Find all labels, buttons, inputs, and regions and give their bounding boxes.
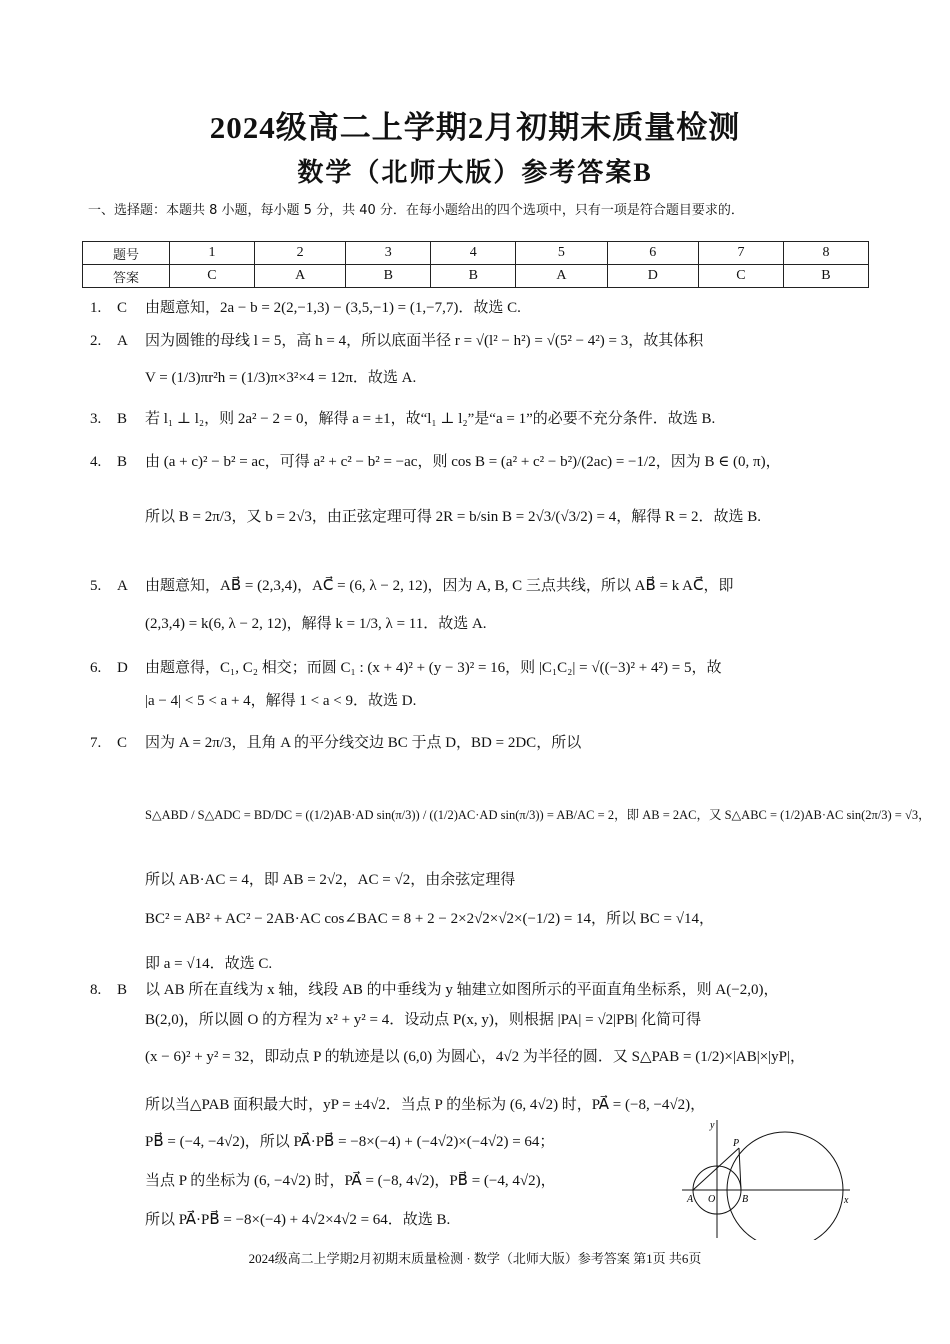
- page-subtitle: 数学（北师大版）参考答案B: [297, 158, 653, 187]
- answer-cell: A: [516, 265, 607, 288]
- solution-line: 由题意得，C₁, C₂ 相交；而圆 C₁ : (x + 4)² + (y − 3)² = 16，则 |C₁C₂| = √((−3)² + 4²) = 5，故: [145, 660, 722, 676]
- solution-line: S△ABD / S△ADC = BD/DC = ((1/2)AB·AD sin(π/3)) / ((1/2)AC·AD sin(π/3)) = AB/AC = 2，即 AB = 2AC，又 S△ABC = (1/2)AB·AC sin(2π/3) = √3，: [145, 808, 931, 822]
- solution-number: 8.: [90, 982, 102, 998]
- section-heading: 一、选择题：本题共 8 小题，每小题 5 分，共 40 分．在每小题给出的四个选项中，只有一项是符合题目要求的．: [88, 203, 744, 218]
- solution-answer: B: [117, 411, 128, 427]
- answer-cell: B: [346, 265, 431, 288]
- point-p-label: P: [733, 1138, 740, 1149]
- solution-answer: C: [117, 735, 128, 751]
- answer-table-number-row: [83, 242, 869, 265]
- page-footer: 2024级高二上学期2月初期末质量检测 · 数学（北师大版）参考答案 第1页 共6页: [248, 1251, 702, 1266]
- answer-table-row-label: 题号: [83, 242, 170, 265]
- answer-table: [82, 241, 869, 288]
- solution-line: 当点 P 的坐标为 (6, −4√2) 时，PA⃗ = (−8, 4√2)，PB⃗ = (−4, 4√2)，: [145, 1173, 556, 1189]
- x-axis-label: x: [844, 1195, 849, 1206]
- solution-line: PB⃗ = (−4, −4√2)，所以 PA⃗·PB⃗ = −8×(−4) + (−4√2)×(−4√2) = 64；: [145, 1134, 555, 1150]
- answer-table-row-label: 答案: [83, 265, 170, 288]
- question-number-cell: 5: [516, 242, 607, 265]
- solution-number: 4.: [90, 454, 102, 470]
- question-number-cell: 4: [431, 242, 516, 265]
- y-axis-label: y: [710, 1120, 715, 1131]
- solution-line: 所以 AB·AC = 4，即 AB = 2√2，AC = √2，由余弦定理得: [145, 872, 516, 888]
- answer-cell: C: [698, 265, 783, 288]
- solution-line: V = (1/3)πr²h = (1/3)π×3²×4 = 12π．故选 A.: [145, 370, 417, 386]
- question-number-cell: 6: [607, 242, 698, 265]
- solution-line: 由题意知，2a − b = 2(2,−1,3) − (3,5,−1) = (1,−7,7)．故选 C.: [145, 300, 521, 316]
- point-o-label: O: [708, 1194, 716, 1205]
- question-number-cell: 8: [783, 242, 868, 265]
- answer-cell: B: [431, 265, 516, 288]
- solution-line: 因为圆锥的母线 l = 5，高 h = 4，所以底面半径 r = √(l² − h²) = √(5² − 4²) = 3，故其体积: [145, 333, 704, 349]
- solution-line: BC² = AB² + AC² − 2AB·AC cos∠BAC = 8 + 2 − 2×2√2×√2×(−1/2) = 14，所以 BC = √14，: [145, 911, 714, 927]
- question-number-cell: 1: [170, 242, 255, 265]
- solution-line: |a − 4| < 5 < a + 4，解得 1 < a < 9．故选 D.: [145, 693, 417, 709]
- question-number-cell: 3: [346, 242, 431, 265]
- solution-line: 以 AB 所在直线为 x 轴，线段 AB 的中垂线为 y 轴建立如图所示的平面直角坐标系，则 A(−2,0)，: [145, 982, 779, 998]
- answer-table-answer-row: [83, 265, 869, 288]
- point-a-label: A: [687, 1194, 694, 1205]
- solution-number: 2.: [90, 333, 102, 349]
- answer-cell: C: [170, 265, 255, 288]
- solution-line: 所以当△PAB 面积最大时，yP = ±4√2．当点 P 的坐标为 (6, 4√2) 时，PA⃗ = (−8, −4√2)，: [145, 1097, 706, 1113]
- solution-line: (x − 6)² + y² = 32，即动点 P 的轨迹是以 (6,0) 为圆心，4√2 为半径的圆．又 S△PAB = (1/2)×|AB|×|yP|，: [145, 1049, 806, 1065]
- point-b-label: B: [742, 1194, 749, 1205]
- question-number-cell: 7: [698, 242, 783, 265]
- solution-line: 由题意知，AB⃗ = (2,3,4)，AC⃗ = (6, λ − 2, 12)，因为 A, B, C 三点共线，所以 AB⃗ = k AC⃗，即: [145, 578, 734, 594]
- segment-pa: [693, 1148, 739, 1190]
- answer-cell: D: [607, 265, 698, 288]
- solution-answer: A: [117, 578, 128, 594]
- solution-number: 6.: [90, 660, 102, 676]
- solution-line: B(2,0)，所以圆 O 的方程为 x² + y² = 4．设动点 P(x, y)，则根据 |PA| = √2|PB| 化简可得: [145, 1012, 702, 1028]
- solution-answer: B: [117, 454, 128, 470]
- answer-cell: B: [783, 265, 868, 288]
- solution-answer: C: [117, 300, 128, 316]
- solution-number: 5.: [90, 578, 102, 594]
- solution-answer: D: [117, 660, 128, 676]
- solution-number: 3.: [90, 411, 102, 427]
- solution-number: 7.: [90, 735, 102, 751]
- solution-line: 若 l₁ ⊥ l₂，则 2a² − 2 = 0，解得 a = ±1，故“l₁ ⊥ l₂”是“a = 1”的必要不充分条件．故选 B.: [145, 411, 716, 427]
- solution-line: 所以 B = 2π/3，又 b = 2√3，由正弦定理可得 2R = b/sin B = 2√3/(√3/2) = 4，解得 R = 2．故选 B.: [145, 509, 761, 525]
- solution-line: (2,3,4) = k(6, λ − 2, 12)，解得 k = 1/3, λ = 11．故选 A.: [145, 616, 487, 632]
- solution-line: 因为 A = 2π/3，且角 A 的平分线交边 BC 于点 D，BD = 2DC，所以: [145, 735, 582, 751]
- coordinate-figure: [682, 1118, 857, 1240]
- solution-line: 由 (a + c)² − b² = ac，可得 a² + c² − b² = −ac，则 cos B = (a² + c² − b²)/(2ac) = −1/2，因为 B ∈ (0, π)，: [145, 454, 781, 470]
- question-number-cell: 2: [254, 242, 345, 265]
- solution-line: 所以 PA⃗·PB⃗ = −8×(−4) + 4√2×4√2 = 64．故选 B.: [145, 1212, 451, 1228]
- solution-answer: B: [117, 982, 128, 998]
- solution-number: 1.: [90, 300, 102, 316]
- solution-answer: A: [117, 333, 128, 349]
- circle-trajectory: [727, 1132, 843, 1240]
- answer-cell: A: [254, 265, 345, 288]
- page-title: 2024级高二上学期2月初期末质量检测: [209, 110, 741, 145]
- solution-line: 即 a = √14．故选 C.: [145, 956, 273, 972]
